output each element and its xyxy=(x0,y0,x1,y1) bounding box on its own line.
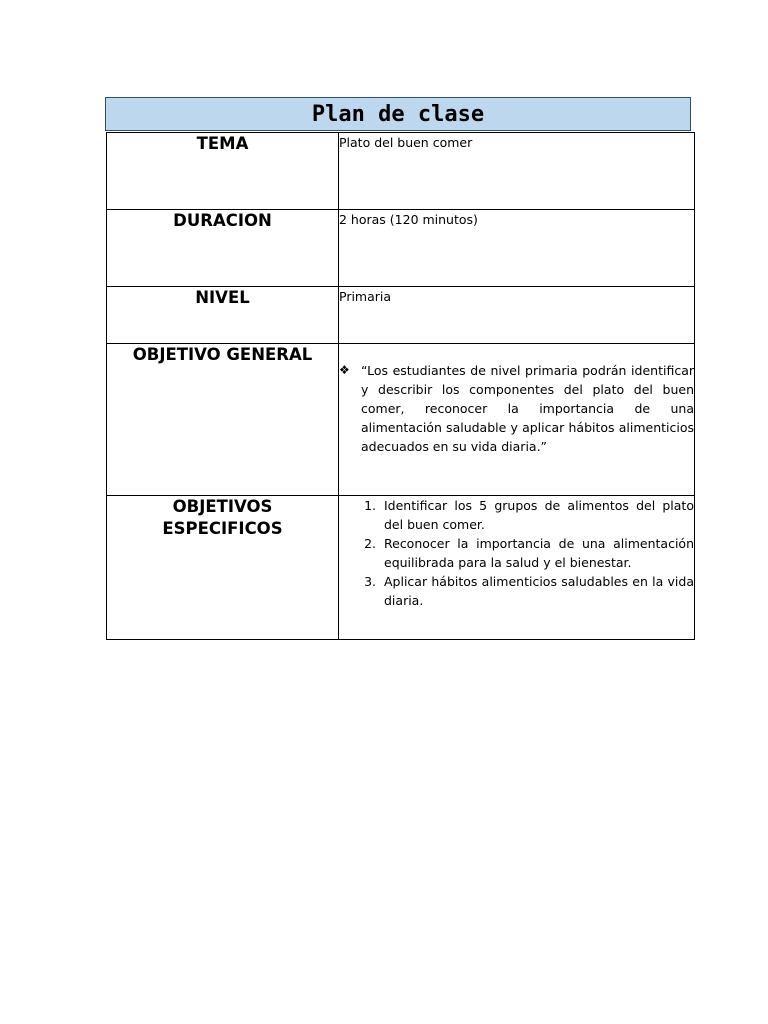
row-label-nivel: NIVEL xyxy=(107,287,339,344)
row-value-objetivo-general xyxy=(339,344,695,496)
list-item-text: Identificar los 5 grupos de alimentos del plato del buen comer. xyxy=(384,498,694,532)
lesson-plan-table xyxy=(106,132,695,640)
row-value-nivel: Primaria xyxy=(339,287,695,344)
row-label-tema: TEMA xyxy=(107,133,339,210)
specific-objectives-list xyxy=(339,496,694,610)
general-objective-bullet-item xyxy=(339,361,694,456)
table-row-objetivos-especificos xyxy=(107,496,695,640)
list-item-number: 1. xyxy=(364,498,376,513)
row-label-objetivo-general: OBJETIVO GENERAL xyxy=(107,344,339,496)
list-item xyxy=(339,572,694,610)
document-title: Plan de clase xyxy=(105,97,691,131)
label-line-2: ESPECIFICOS xyxy=(162,519,283,538)
row-value-tema: Plato del buen comer xyxy=(339,133,695,210)
row-label-duracion: DURACION xyxy=(107,210,339,287)
list-item-number: 3. xyxy=(364,574,376,589)
list-item-text: Aplicar hábitos alimenticios saludables en la vida diaria. xyxy=(384,574,694,608)
row-label-objetivos-especificos xyxy=(107,496,339,640)
row-value-objetivos-especificos xyxy=(339,496,695,640)
list-item xyxy=(339,496,694,534)
diamond-bullet-icon: ❖ xyxy=(339,363,350,377)
table-row-nivel xyxy=(107,287,695,344)
row-value-duracion: 2 horas (120 minutos) xyxy=(339,210,695,287)
general-objective-text: “Los estudiantes de nivel primaria podrán identificar y describir los componentes del plato del buen comer, reconocer la importancia de una alimentación saludable y aplicar hábitos alimenticios adecuados en su vida diaria.” xyxy=(361,363,694,454)
table-row-tema xyxy=(107,133,695,210)
table-row-duracion xyxy=(107,210,695,287)
list-item xyxy=(339,534,694,572)
list-item-text: Reconocer la importancia de una alimentación equilibrada para la salud y el bienestar. xyxy=(384,536,694,570)
label-line-1: OBJETIVOS xyxy=(172,497,273,516)
list-item-number: 2. xyxy=(364,536,376,551)
table-row-objetivo-general xyxy=(107,344,695,496)
